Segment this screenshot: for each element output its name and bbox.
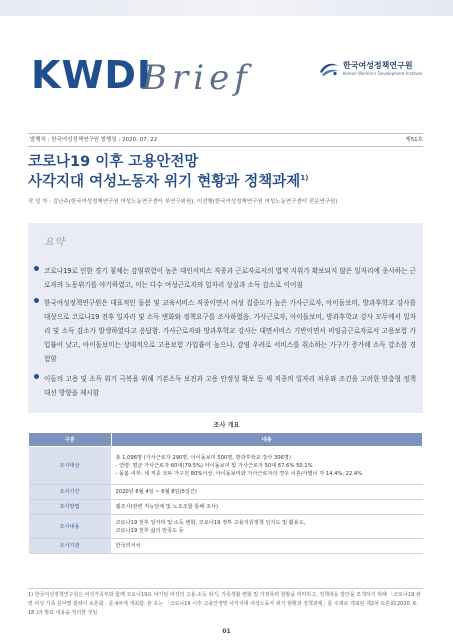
survey-overview-table xyxy=(28,432,423,554)
table-row-line: 한국리서치 xyxy=(115,543,141,549)
title-line-2-text: 사각지대 여성노동자 위기 현황과 정책과제 xyxy=(28,174,301,190)
table-row-key: 조사기간 xyxy=(29,485,112,500)
table-row-line: 웹조사(관련 직능단체 및 노조조합 통해 조사) xyxy=(115,504,218,510)
table-row-value xyxy=(111,539,423,554)
title-line-2 xyxy=(28,170,308,191)
table-row-line: - 돌봄 여부: 세 직종 모두 가구원 80%이상, 아이돌보미와 가사근로자의 경우 이혼/사별이 각 14.4%, 22.4% xyxy=(115,470,363,477)
summary-bullet-text: 코로나19로 인한 경기 침체는 감염위험이 높은 대인서비스 직종과 근로자로서의 법적 지위가 확보되지 않은 일자리에 종사하는 근로자의 노동위기를 야기하였고, 이는 다수 여성근로자의 일자리 상실과 소득 감소로 이어짐 xyxy=(44,267,416,289)
table-row-key: 조사방법 xyxy=(29,500,112,515)
footnote: 1) 한국여성정책연구원은 여성가족부와 함께 코로나19로 야기된 여성의 고용·소득 위기, 가족생활 변화 및 가정폭력 현황을 파악하고, 정책대응 방안을 모색하기 위해 「코로나19 관련 여성 가족 분야별 릴레이 토론회」를 4차에 개최함. 본 호는 「코로나19 이후 고용안정망 사각지대 여성노동자 위기 현황과 정책과제」를 주제로 개최된 제2차 토론회(2020. 6. 18.)의 발표 내용을 정리한 것임 xyxy=(28,592,421,616)
summary-bullet-text: 이들의 고용 및 소득 위기 극복을 위해 기본소득 보전과 고용 안정성 확보 등 세 직종의 일자리 처우와 조건을 고려한 맞춤형 정책대선 방향을 제시함 xyxy=(44,375,416,397)
logo-name-english: Korean Women's Development Institute xyxy=(343,71,423,76)
table-header-row xyxy=(29,433,423,447)
table-row xyxy=(29,447,423,485)
bullet-dot-icon xyxy=(34,298,39,303)
table-row xyxy=(29,539,423,554)
table-row-key: 조사내용 xyxy=(29,515,112,539)
table-row-key: 조사대상 xyxy=(29,447,112,485)
summary-bullet-text: 한국여성정책연구원은 대표적인 돌봄 및 교육서비스 직종이면서 여성 집중도가 높은 가사근로자, 아이돌보미, 방과후학교 강사를 대상으로 코로나19 전후 일자리 및 소득 변화와 정책요구를 조사하였음. 가사근로자, 아이돌보미, 방과후학교 강사 모두에서 일자리 및 소득 감소가 발생하였다고 응답함. 가사근로자와 방과후학교 강사는 대면서비스 기반이면서 비임금근로자로서 고용보험 가입률이 낮고, 아이돌보미는 상대적으로 고용보험 가입률이 높으나, 감염 우려로 서비스를 취소하는 가구가 증가해 소득 감소를 경험함 xyxy=(44,299,416,363)
logo-name-korean: 한국여성정책연구원 xyxy=(343,61,413,70)
title-line-1: 코로나19 이후 고용안전망 xyxy=(28,154,199,170)
authors-line: 작 성 자 : 김난주(한국여성정책연구원 여성노동연구센터 부연구위원), 이선행(한국여성정책연구원 여성노동연구센터 전문연구원) xyxy=(28,199,338,205)
bullet-dot-icon xyxy=(34,374,39,379)
publisher-line: 발행처 : 한국여성정책연구원 발행일 : 2020. 07. 22 xyxy=(30,137,158,143)
kwdi-logo-icon xyxy=(318,60,340,78)
table-row-line: 코로나19 전후 일자리 및 소득 변화, 코로나19 정부 고용지원정책 인지도 및 활용도, xyxy=(115,519,306,526)
table-row-line: - 연령: 평균 가사근로자 60대(79.5%) 아이돌보미 및 가사근로자 50대 67.6% 50.1% xyxy=(115,462,313,469)
table-title: 조사 개요 xyxy=(213,422,240,429)
table-row-value xyxy=(111,515,423,539)
table-row-value xyxy=(111,500,423,515)
table-row-line: 총 1,096명 (가사근로자 290명, 아이돌보미 500명, 방과후학교 강사 306명) xyxy=(115,454,291,461)
table-row-value xyxy=(111,447,423,485)
table-row-key: 조사기관 xyxy=(29,539,112,554)
kwdi-wordmark: KWDI xyxy=(31,53,153,97)
header-band xyxy=(0,0,453,16)
table-header-cell: 내용 xyxy=(111,433,423,447)
bullet-dot-icon xyxy=(34,266,39,271)
table-row xyxy=(29,500,423,515)
issue-number: 제51호 xyxy=(405,137,423,143)
summary-label: 요약 xyxy=(44,237,66,248)
page-number: 01 xyxy=(222,628,231,635)
table-row-line: 코로나19 전후 삶의 만족도 등 xyxy=(115,527,184,534)
table-row-line: 2020년 6월 4일 ~ 6월 8일(5일간) xyxy=(115,489,197,495)
table-row xyxy=(29,485,423,500)
table-row-value xyxy=(111,485,423,500)
table-row xyxy=(29,515,423,539)
footnote-divider xyxy=(28,588,423,589)
title-footnote-mark: 1) xyxy=(300,174,309,183)
brief-wordmark: Brief xyxy=(142,58,252,98)
kwdi-logo xyxy=(318,60,423,78)
table-header-cell: 구분 xyxy=(29,433,112,447)
